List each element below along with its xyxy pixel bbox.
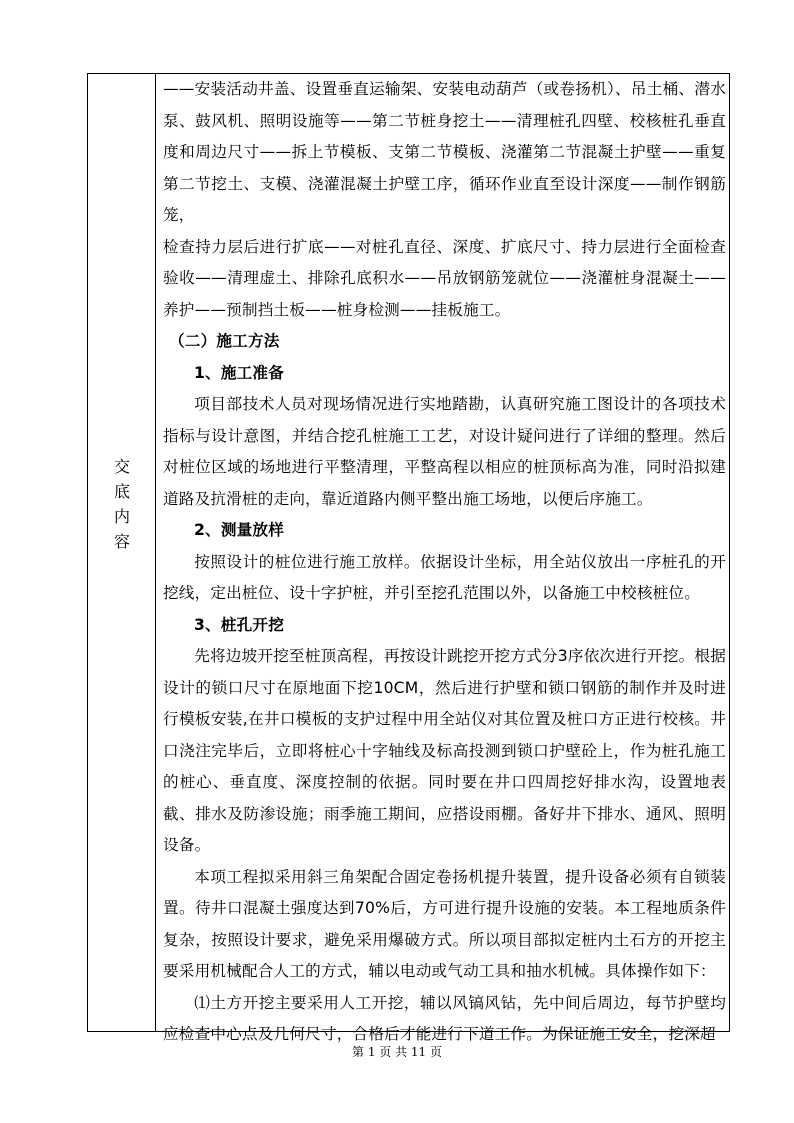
paragraph: ⑴土方开挖主要采用人工开挖，辅以风镐风钻，先中间后周边，每节护壁均应检查中心点及几何尺寸，合格后才能进行下道工作。为保证施工安全，挖深超 [163, 993, 726, 1043]
paragraph: 本项工程拟采用斜三角架配合固定卷扬机提升装置，提升设备必须有自锁装置。待井口混凝土强度达到70%后，方可进行提升设施的安装。本工程地质条件复杂，按照设计要求，避免采用爆破方式。所以项目部拟定桩内土石方的开挖主要采用机械配合人工的方式，辅以电动或气动工具和抽水机械。具体操作如下： [163, 867, 726, 980]
section-heading: （二）施工方法 [169, 332, 280, 350]
section-heading: 3、桩孔开挖 [194, 615, 285, 634]
paragraph: 项目部技术人员对现场情况进行实地踏勘，认真研究施工图设计的各项技术指标与设计意图，并结合挖孔桩施工工艺，对设计疑问进行了详细的整理。然后对桩位区域的场地进行平整清理，平整高程以相应的桩顶标高为准，同时沿拟建道路及抗滑桩的走向，靠近道路内侧平整出施工场地，以便后序施工。 [163, 395, 726, 508]
paragraph: 先将边坡开挖至桩顶高程，再按设计跳挖开挖方式分3序依次进行开挖。根据设计的锁口尺寸在原地面下挖10CM，然后进行护壁和锁口钢筋的制作并及时进行模板安装,在井口模板的支护过程中用全站仪对其位置及桩口方正进行校核。井口浇注完毕后，立即将桩心十字轴线及标高投测到锁口护壁砼上，作为桩孔施工的桩心、垂直度、深度控制的依据。同时要在井口四周挖好排水沟，设置地表截、排水及防渗设施；雨季施工期间，应搭设雨棚。备好井下排水、通风、照明设备。 [163, 647, 726, 854]
side-label-char: 容 [113, 532, 130, 551]
page-footer: 第 1 页 共 11 页 [352, 1045, 442, 1059]
section-heading: 1、施工准备 [194, 363, 285, 382]
handover-content [163, 74, 726, 1051]
handover-table [87, 73, 730, 1043]
label-column [88, 74, 156, 1031]
section-heading: 2、测量放样 [194, 521, 285, 539]
side-label [88, 454, 156, 554]
side-label-char: 底 [113, 482, 130, 501]
paragraph: 检查持力层后进行扩底——对桩孔直径、深度、扩底尺寸、持力层进行全面检查验收——清理虚土、排除孔底积水——吊放钢筋笼就位——浇灌桩身混凝土——养护——预制挡土板——桩身检测——挂板施工。 [163, 237, 726, 319]
paragraph: ——安装活动井盖、设置垂直运输架、安装电动葫芦（或卷扬机）、吊土桶、潜水泵、鼓风机、照明设施等——第二节桩身挖土——清理桩孔四壁、校核桩孔垂直度和周边尺寸——拆上节模板、支第二节模板、浇灌第二节混凝土护壁——重复第二节挖土、支模、浇灌混凝土护壁工序，循环作业直至设计深度——制作钢筋笼， [163, 80, 726, 224]
side-label-char: 交 [113, 457, 130, 476]
paragraph: 按照设计的桩位进行施工放样。依据设计坐标，用全站仪放出一序桩孔的开挖线，定出桩位、设十字护桩，并引至挖孔范围以外，以备施工中校核桩位。 [163, 552, 726, 602]
side-label-char: 内 [113, 507, 130, 526]
